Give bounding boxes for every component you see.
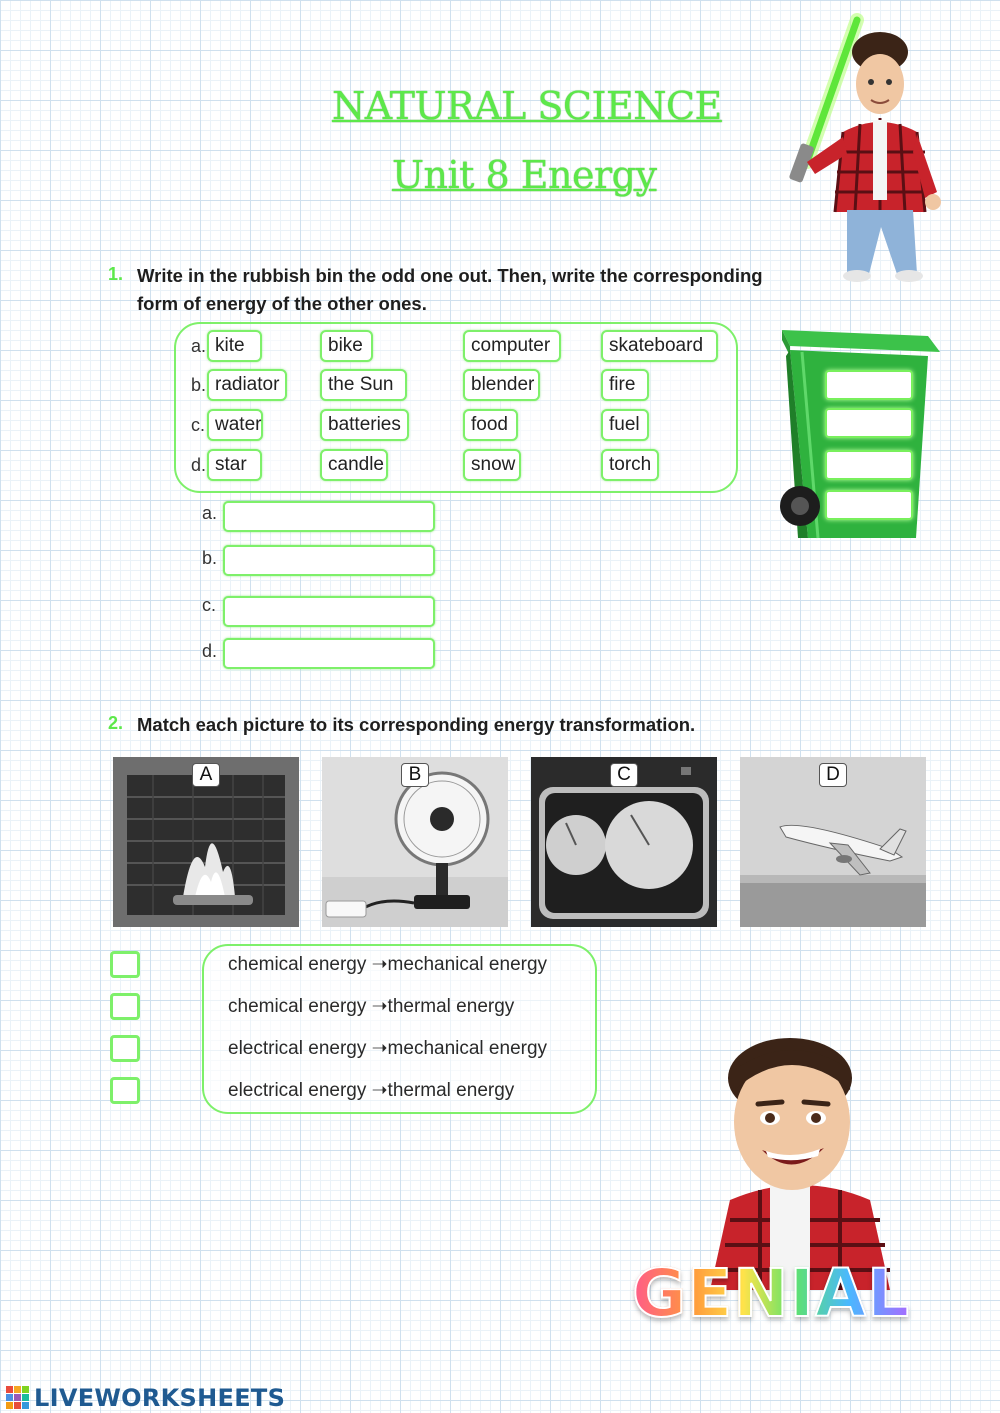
transformation-4-from: electrical energy [228,1080,367,1101]
word-chip-skateboard[interactable]: skateboard [601,330,718,362]
avatar-smiling-illustration [700,1030,900,1290]
transformation-option-2 [228,995,514,1018]
word-chip-candle[interactable]: candle [320,449,388,481]
match-answer-box-4[interactable] [110,1077,140,1104]
picture-a-fireplace [113,757,299,927]
answer-input-a[interactable] [223,501,435,532]
word-chip-torch[interactable]: torch [601,449,659,481]
exercise2-instruction: Match each picture to its corresponding energy transformation. [137,714,696,735]
transformation-1-to: mechanical energy [387,954,548,975]
row-letter-a: a. [191,336,207,356]
picture-d-airplane [740,757,926,927]
word-chip-blender[interactable]: blender [463,369,540,401]
picture-c-oven [531,757,717,927]
word-chip-water[interactable]: water [207,409,263,441]
page-title: NATURAL SCIENCE [332,84,722,128]
genial-sticker: GENIAL [632,1255,911,1332]
exercise1-instruction-line2: form of energy of the other ones. [137,293,427,314]
arrow-icon: ➝ [371,1038,388,1059]
answer-input-c[interactable] [223,596,435,627]
transformation-option-3 [228,1037,547,1060]
arrow-icon: ➝ [371,1080,388,1101]
word-chip-kite[interactable]: kite [207,330,262,362]
transformation-3-from: electrical energy [228,1038,367,1059]
transformation-2-to: thermal energy [387,996,515,1017]
bin-answer-slot-1[interactable] [825,370,913,400]
picture-b-fan [322,757,508,927]
word-chip-bike[interactable]: bike [320,330,373,362]
transformation-1-from: chemical energy [228,954,367,975]
word-chip-food[interactable]: food [463,409,518,441]
answer-label-d: d. [202,641,218,661]
answer-input-b[interactable] [223,545,435,576]
word-chip-computer[interactable]: computer [463,330,561,362]
exercise1-number: 1. [108,264,124,284]
word-chip-radiator[interactable]: radiator [207,369,287,401]
arrow-icon: ➝ [371,954,388,975]
arrow-icon: ➝ [371,996,388,1017]
exercise2-number: 2. [108,713,124,733]
row-letter-d: d. [191,455,207,475]
transformation-4-to: thermal energy [387,1080,515,1101]
picture-tag-a: A [192,763,220,787]
word-chip-the-sun[interactable]: the Sun [320,369,407,401]
page-subtitle: Unit 8 Energy [392,153,657,197]
liveworksheets-grid-icon [6,1386,30,1410]
exercise1-instruction-line1: Write in the rubbish bin the odd one out. Then, write the corresponding [137,265,763,286]
liveworksheets-logo [6,1384,285,1412]
liveworksheets-brand: LIVEWORKSHEETS [34,1384,286,1412]
picture-tag-c: C [610,763,638,787]
word-chip-star[interactable]: star [207,449,262,481]
transformation-3-to: mechanical energy [387,1038,548,1059]
match-answer-box-1[interactable] [110,951,140,978]
avatar-lightsaber-illustration [785,12,955,287]
transformation-2-from: chemical energy [228,996,367,1017]
picture-tag-b: B [401,763,429,787]
transformation-option-1 [228,953,547,976]
word-chip-batteries[interactable]: batteries [320,409,409,441]
answer-label-b: b. [202,548,218,568]
bin-answer-slot-2[interactable] [825,408,913,438]
word-chip-fuel[interactable]: fuel [601,409,649,441]
bin-answer-slot-3[interactable] [825,450,913,480]
picture-tag-d: D [819,763,847,787]
match-answer-box-2[interactable] [110,993,140,1020]
transformation-option-4 [228,1079,514,1102]
answer-label-a: a. [202,503,218,523]
word-chip-fire[interactable]: fire [601,369,649,401]
row-letter-c: c. [191,415,206,435]
answer-label-c: c. [202,595,217,615]
word-chip-snow[interactable]: snow [463,449,521,481]
row-letter-b: b. [191,375,207,395]
exercise1-instruction [137,262,763,318]
bin-answer-slot-4[interactable] [825,490,913,520]
match-answer-box-3[interactable] [110,1035,140,1062]
answer-input-d[interactable] [223,638,435,669]
